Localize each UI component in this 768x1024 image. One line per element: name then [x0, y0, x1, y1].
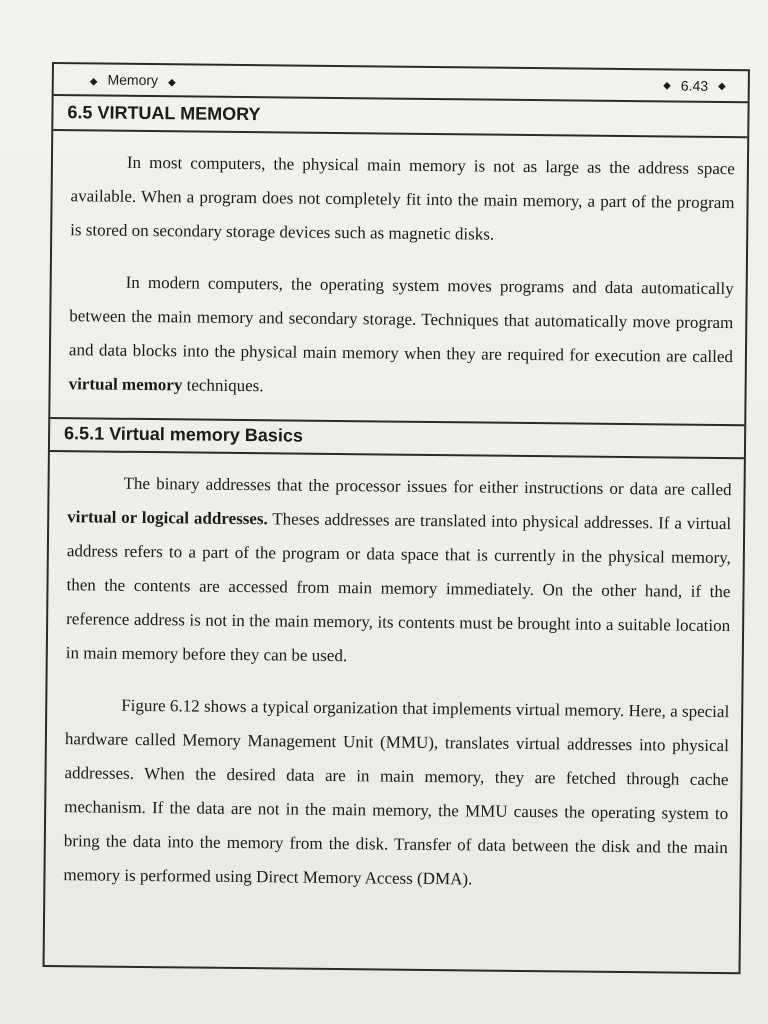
header-left	[80, 71, 186, 88]
page-frame	[43, 62, 750, 974]
paragraph	[66, 466, 732, 677]
bold-term: virtual memory	[68, 374, 183, 395]
subsection-body	[45, 452, 744, 899]
section-title: 6.5 VIRTUAL MEMORY	[53, 96, 747, 138]
paragraph: Figure 6.12 shows a typical organization that implements virtual memory. Here, a special hardware called Memory Management Unit (MMU), translates virtual addresses into physical addresses. When the desired data are in main memory, they are fetched through cache mechanism. If the data are not in the main memory, the MMU causes the operating system to bring the data into the memory from the disk. Transfer of data between the disk and the main memory is performed using Direct Memory Access (DMA).	[63, 695, 730, 889]
paragraph	[68, 265, 733, 408]
paragraph-text: techniques.	[182, 375, 264, 396]
bold-term: virtual or logical addresses.	[67, 507, 268, 529]
page-number: 6.43	[680, 77, 709, 94]
subsection-title: 6.5.1 Virtual memory Basics	[50, 417, 744, 459]
paragraph: In most computers, the physical main memory is not as large as the address space available. When a program does not completely fit into the main memory, a part of the program is stored on secondary storage devices such as magnetic disks.	[70, 152, 736, 244]
bullet-icon: ◆	[663, 79, 671, 91]
section-body	[50, 131, 747, 408]
bullet-icon: ◆	[167, 77, 176, 89]
paragraph-text: Theses addresses are translated into physical addresses. If a virtual address refers to a part of the program or data space that is currently in the physical memory, then the contents are accessed from main memory immediately. On the other hand, if the reference address is not in the main memory, its contents must be brought into a suitable location in main memory before they can be used.	[65, 509, 732, 666]
paragraph-text: In modern computers, the operating system moves programs and data automatically between the main memory and secondary storage. Techniques that automatically move program and data blocks into the physical main memory when they are required for execution are called	[68, 272, 734, 367]
chapter-name: Memory	[107, 71, 159, 89]
paragraph-text: The binary addresses that the processor issues for either instructions or data are called	[123, 473, 732, 500]
bullet-icon: ◆	[89, 76, 98, 88]
bullet-icon: ◆	[718, 80, 726, 92]
header-right	[653, 77, 736, 94]
